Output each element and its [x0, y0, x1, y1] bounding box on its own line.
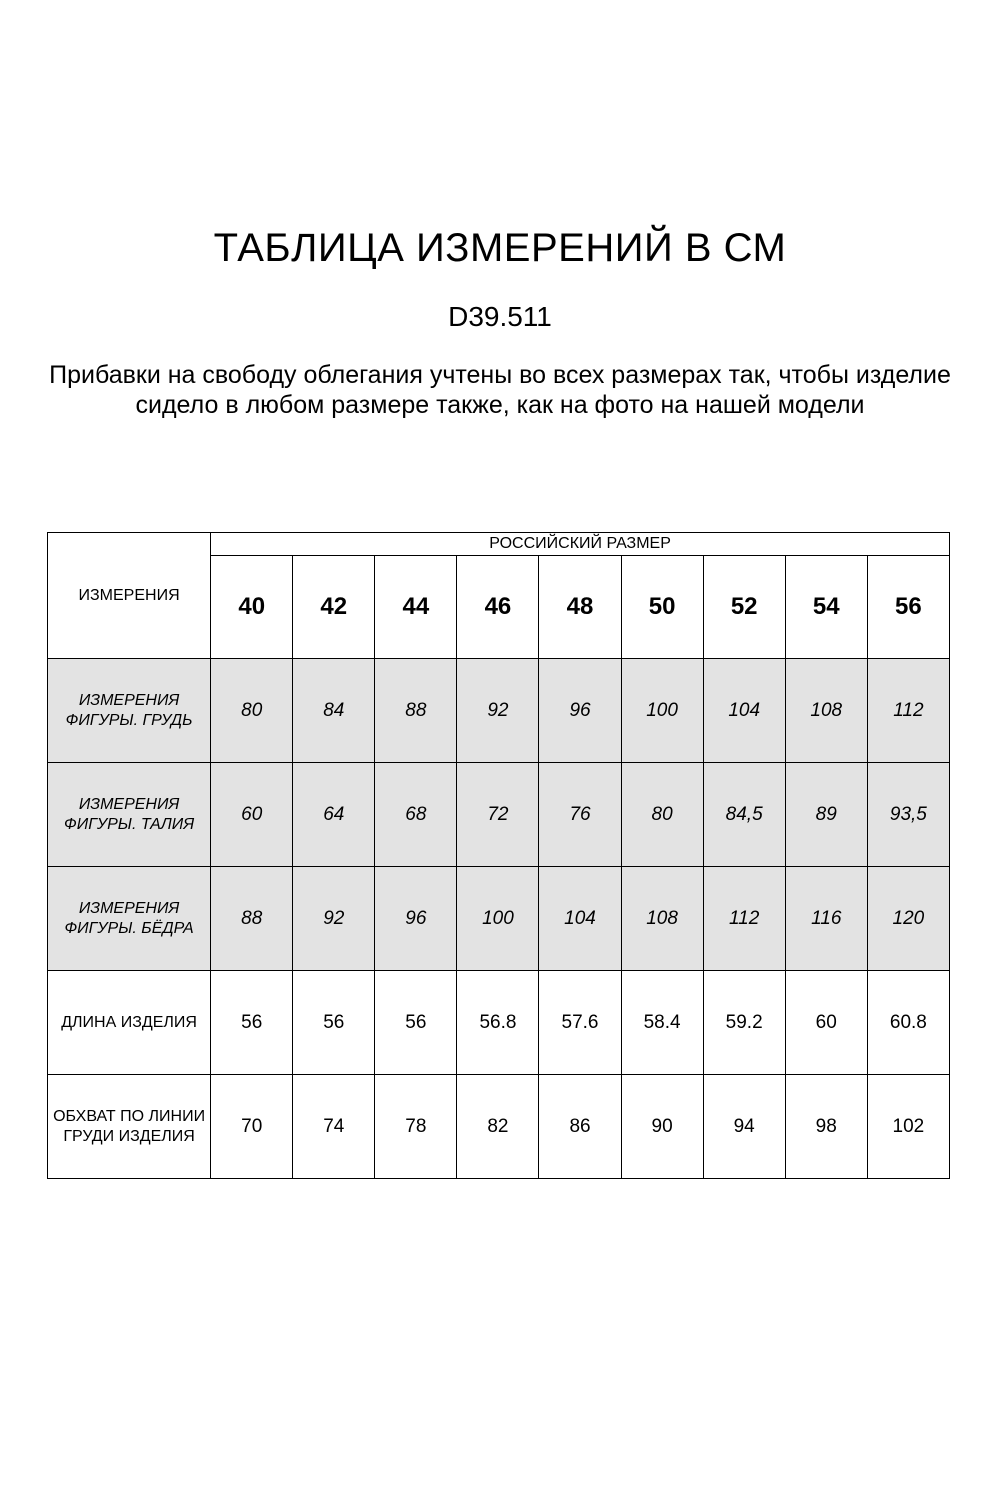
table-cell: 96 [375, 867, 457, 971]
row-label: ОБХВАТ ПО ЛИНИИ ГРУДИ ИЗДЕЛИЯ [48, 1075, 211, 1179]
table-row-length [48, 971, 950, 1075]
table-cell: 72 [457, 763, 539, 867]
table-row-garment-chest [48, 1075, 950, 1179]
table-cell: 80 [621, 763, 703, 867]
size-table [47, 532, 950, 1179]
table-cell: 120 [867, 867, 949, 971]
table-cell: 116 [785, 867, 867, 971]
table-cell: 104 [703, 659, 785, 763]
table-cell: 98 [785, 1075, 867, 1179]
table-cell: 59.2 [703, 971, 785, 1075]
table-cell: 84 [293, 659, 375, 763]
size-header: 54 [785, 556, 867, 659]
table-cell: 84,5 [703, 763, 785, 867]
table-cell: 74 [293, 1075, 375, 1179]
table-row-waist [48, 763, 950, 867]
table-cell: 82 [457, 1075, 539, 1179]
table-cell: 56 [211, 971, 293, 1075]
table-cell: 57.6 [539, 971, 621, 1075]
table-cell: 64 [293, 763, 375, 867]
table-cell: 96 [539, 659, 621, 763]
table-cell: 80 [211, 659, 293, 763]
table-row-hips [48, 867, 950, 971]
row-label: ДЛИНА ИЗДЕЛИЯ [48, 971, 211, 1075]
table-cell: 108 [621, 867, 703, 971]
table-cell: 58.4 [621, 971, 703, 1075]
size-header: 46 [457, 556, 539, 659]
table-cell: 60.8 [867, 971, 949, 1075]
table-cell: 112 [703, 867, 785, 971]
table-cell: 60 [211, 763, 293, 867]
table-cell: 93,5 [867, 763, 949, 867]
table-cell: 70 [211, 1075, 293, 1179]
table-cell: 60 [785, 971, 867, 1075]
table-cell: 56.8 [457, 971, 539, 1075]
table-cell: 92 [293, 867, 375, 971]
table-row-chest [48, 659, 950, 763]
table-cell: 100 [621, 659, 703, 763]
table-cell: 68 [375, 763, 457, 867]
table-cell: 100 [457, 867, 539, 971]
table-cell: 56 [375, 971, 457, 1075]
size-header: 56 [867, 556, 949, 659]
product-code: D39.511 [448, 301, 552, 332]
table-cell: 89 [785, 763, 867, 867]
table-cell: 108 [785, 659, 867, 763]
table-cell: 104 [539, 867, 621, 971]
table-cell: 88 [211, 867, 293, 971]
page-title: ТАБЛИЦА ИЗМЕРЕНИЙ В СМ [213, 226, 787, 270]
size-header: 52 [703, 556, 785, 659]
table-cell: 92 [457, 659, 539, 763]
table-cell: 78 [375, 1075, 457, 1179]
table-cell: 112 [867, 659, 949, 763]
size-header: 42 [293, 556, 375, 659]
measurements-header: ИЗМЕРЕНИЯ [48, 533, 211, 659]
fit-note: Прибавки на свободу облегания учтены во всех размерах так, чтобы изделие сидело в любом размере также, как на фото на нашей модели [49, 361, 951, 419]
table-cell: 56 [293, 971, 375, 1075]
table-cell: 90 [621, 1075, 703, 1179]
row-label: ИЗМЕРЕНИЯ ФИГУРЫ. БЁДРА [48, 867, 211, 971]
table-cell: 88 [375, 659, 457, 763]
table-cell: 86 [539, 1075, 621, 1179]
size-header: 50 [621, 556, 703, 659]
table-cell: 102 [867, 1075, 949, 1179]
table-cell: 94 [703, 1075, 785, 1179]
row-label: ИЗМЕРЕНИЯ ФИГУРЫ. ГРУДЬ [48, 659, 211, 763]
size-header: 48 [539, 556, 621, 659]
table-cell: 76 [539, 763, 621, 867]
row-label: ИЗМЕРЕНИЯ ФИГУРЫ. ТАЛИЯ [48, 763, 211, 867]
size-header: 44 [375, 556, 457, 659]
russian-size-header: РОССИЙСКИЙ РАЗМЕР [211, 533, 950, 556]
size-header: 40 [211, 556, 293, 659]
